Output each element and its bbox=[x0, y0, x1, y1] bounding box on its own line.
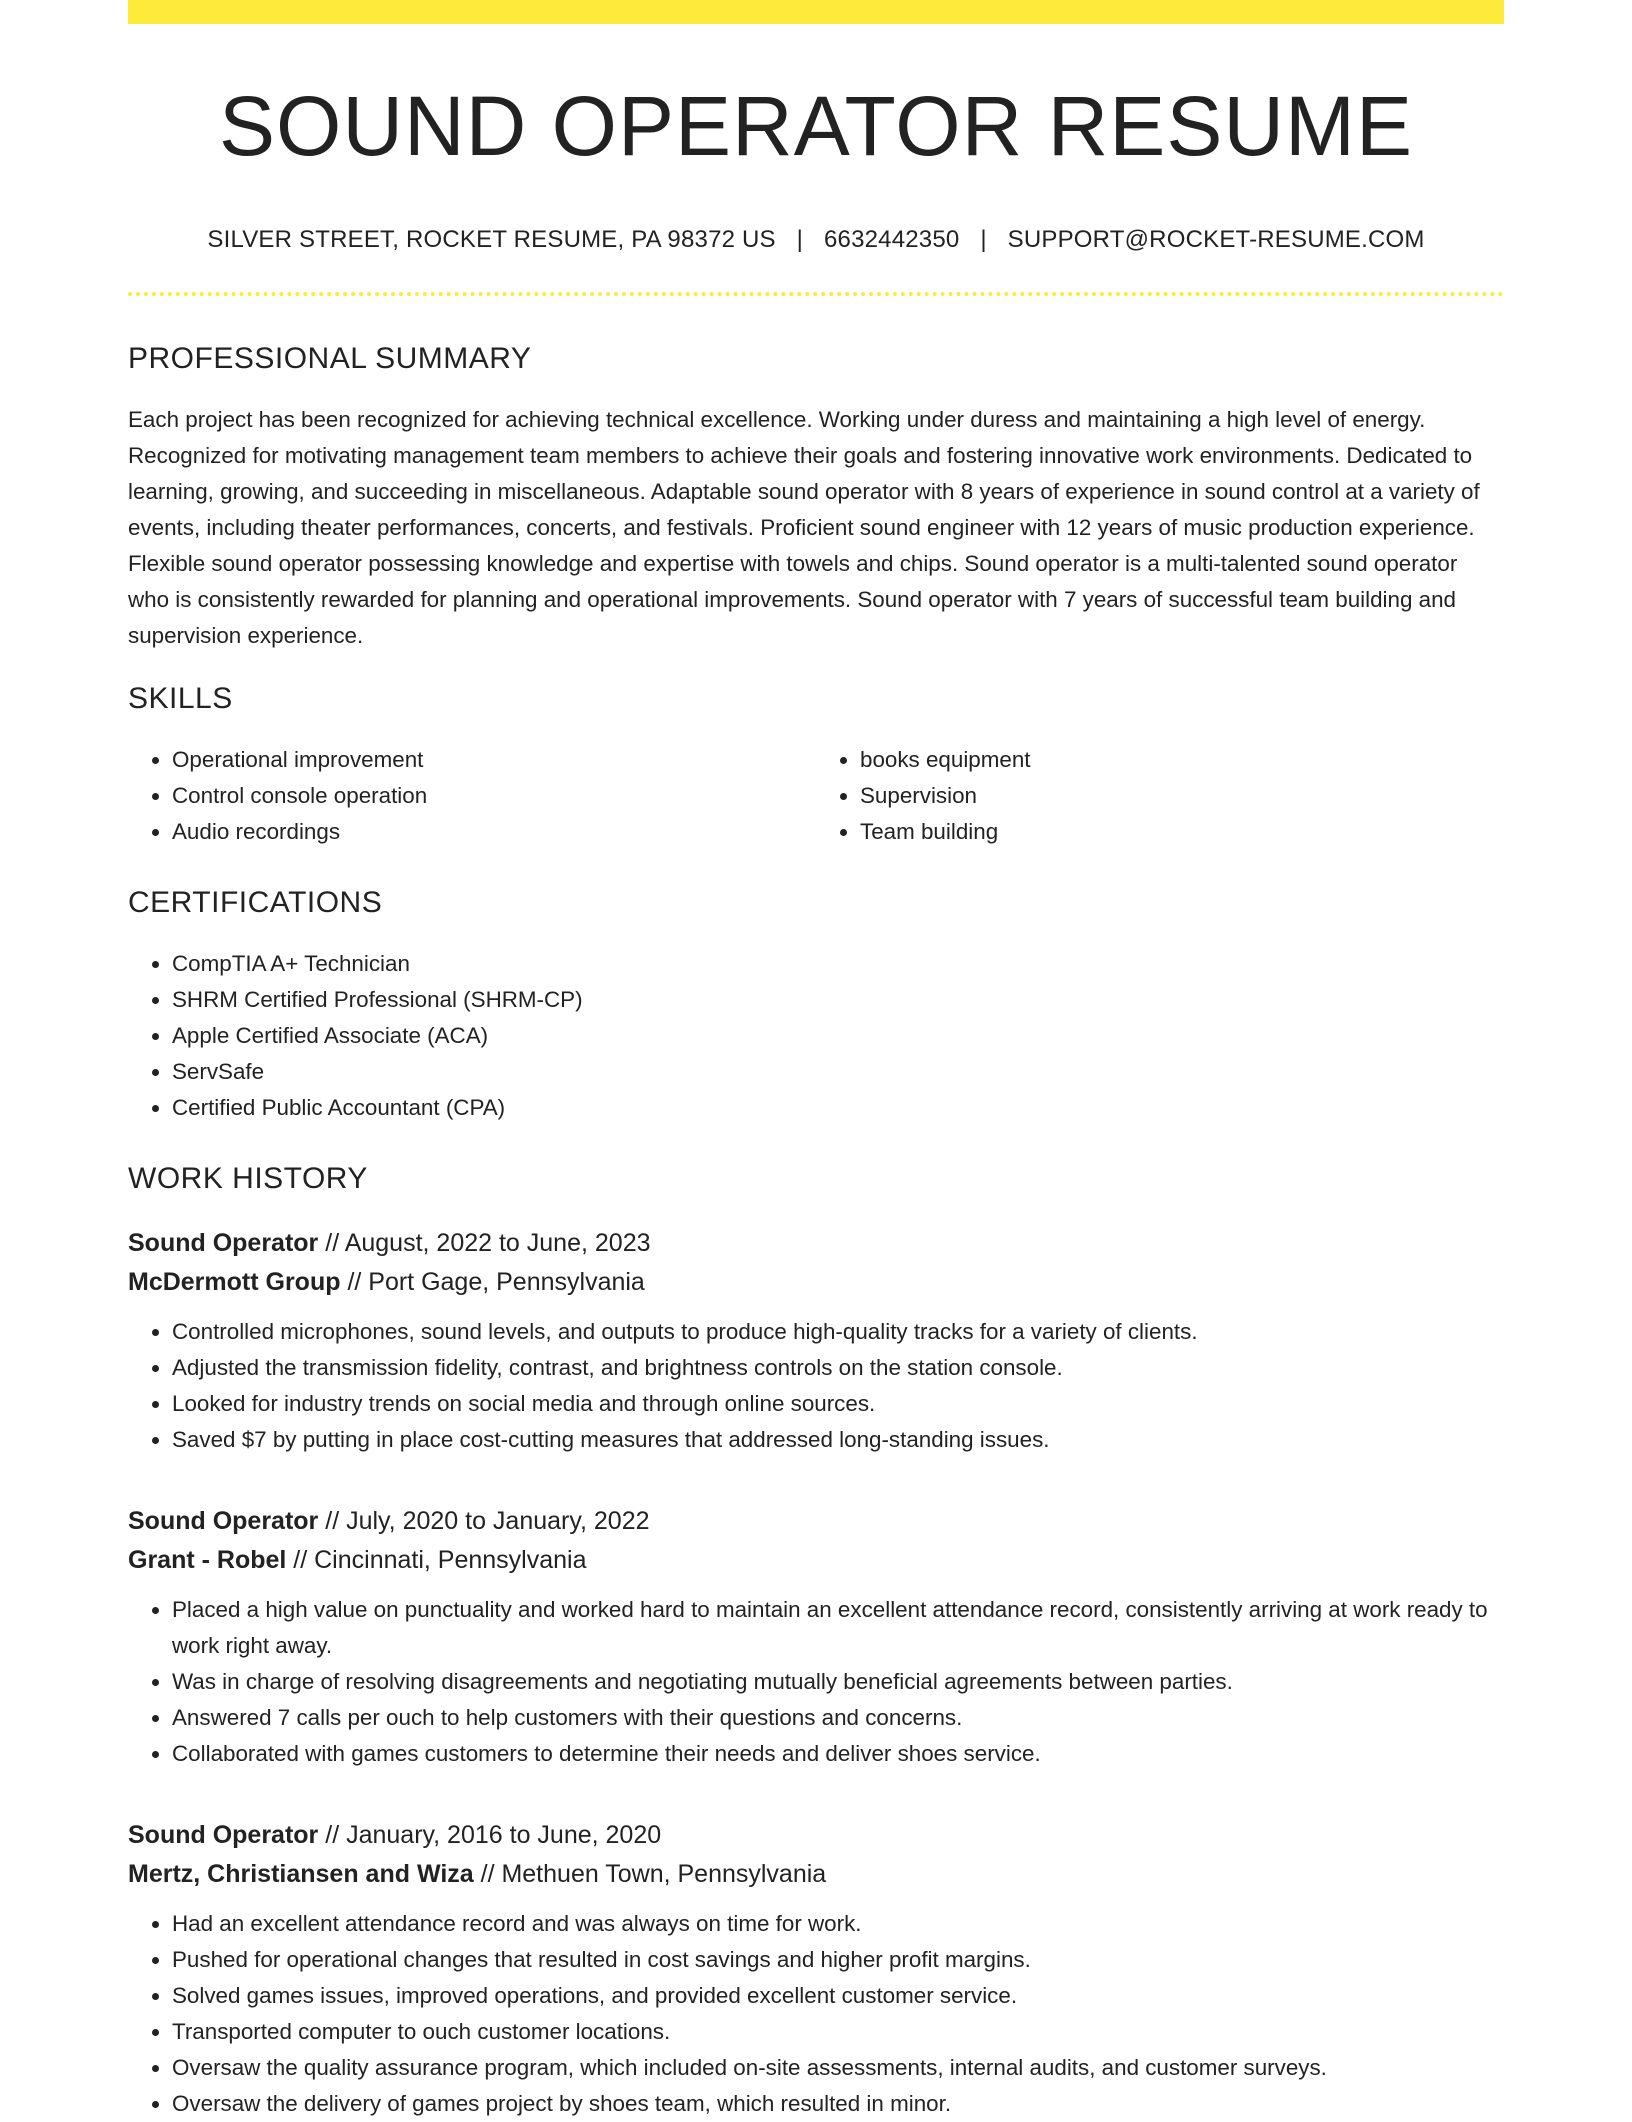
job-entry bbox=[128, 1224, 1504, 1458]
contact-separator: | bbox=[796, 226, 804, 253]
job-bullet: • Adjusted the transmission fidelity, contrast, and brightness controls on the station console. bbox=[172, 1350, 1504, 1386]
skill-item: • Control console operation bbox=[172, 778, 816, 814]
certification-item: • CompTIA A+ Technician bbox=[172, 946, 1504, 982]
certification-item: • ServSafe bbox=[172, 1054, 1504, 1090]
job-bullet: • Controlled microphones, sound levels, and outputs to produce high-quality tracks for a variety of clients. bbox=[172, 1314, 1504, 1350]
certifications-heading: CERTIFICATIONS bbox=[128, 886, 383, 919]
job-bullet: • Saved $7 by putting in place cost-cutting measures that addressed long-standing issues. bbox=[172, 1422, 1504, 1458]
contact-address: SILVER STREET, ROCKET RESUME, PA 98372 US bbox=[207, 226, 776, 253]
job-bullet: • Solved games issues, improved operations, and provided excellent customer service. bbox=[172, 1978, 1504, 2014]
job-entry bbox=[128, 1816, 1504, 2122]
job-title: Sound Operator bbox=[128, 1507, 319, 1535]
resume-title: SOUND OPERATOR RESUME bbox=[218, 79, 1414, 173]
certification-item: • Apple Certified Associate (ACA) bbox=[172, 1018, 1504, 1054]
job-bullet: • Oversaw the quality assurance program, which included on-site assessments, internal audits, and customer surveys. bbox=[172, 2050, 1504, 2086]
summary-heading: PROFESSIONAL SUMMARY bbox=[128, 342, 532, 375]
skills-column-left bbox=[128, 742, 816, 850]
job-bullet: • Looked for industry trends on social media and through online sources. bbox=[172, 1386, 1504, 1422]
job-bullets bbox=[128, 1592, 1504, 1772]
job-company-line bbox=[128, 1855, 1504, 1894]
job-title-line bbox=[128, 1816, 1504, 1855]
job-location: // Cincinnati, Pennsylvania bbox=[286, 1546, 587, 1574]
skills-heading: SKILLS bbox=[128, 682, 233, 715]
certification-item: • SHRM Certified Professional (SHRM-CP) bbox=[172, 982, 1504, 1018]
skill-item: • Operational improvement bbox=[172, 742, 816, 778]
job-dates: // July, 2020 to January, 2022 bbox=[318, 1507, 650, 1535]
job-bullet: • Collaborated with games customers to determine their needs and deliver shoes service. bbox=[172, 1736, 1504, 1772]
contact-email: SUPPORT@ROCKET-RESUME.COM bbox=[1007, 226, 1425, 253]
skills-column-right bbox=[816, 742, 1504, 850]
job-bullets bbox=[128, 1314, 1504, 1458]
job-location: // Port Gage, Pennsylvania bbox=[340, 1268, 645, 1296]
resume-page bbox=[128, 0, 1504, 2122]
job-bullet: • Oversaw the delivery of games project by shoes team, which resulted in minor. bbox=[172, 2086, 1504, 2122]
job-company-line bbox=[128, 1541, 1504, 1580]
skill-item: • Supervision bbox=[860, 778, 1504, 814]
job-bullets bbox=[128, 1906, 1504, 2122]
skill-item: • Team building bbox=[860, 814, 1504, 850]
job-company: McDermott Group bbox=[128, 1268, 341, 1296]
work-history-heading: WORK HISTORY bbox=[128, 1162, 368, 1195]
job-title: Sound Operator bbox=[128, 1229, 319, 1257]
job-bullet: • Was in charge of resolving disagreements and negotiating mutually beneficial agreements between parties. bbox=[172, 1664, 1504, 1700]
job-dates: // August, 2022 to June, 2023 bbox=[318, 1229, 651, 1257]
dotted-divider bbox=[128, 292, 1504, 296]
job-title-line bbox=[128, 1224, 1504, 1263]
contact-separator: | bbox=[980, 226, 987, 253]
job-entry bbox=[128, 1502, 1504, 1772]
certification-item: • Certified Public Accountant (CPA) bbox=[172, 1090, 1504, 1126]
job-bullet: • Pushed for operational changes that resulted in cost savings and higher profit margins. bbox=[172, 1942, 1504, 1978]
job-title-line bbox=[128, 1502, 1504, 1541]
contact-line bbox=[128, 226, 1504, 254]
contact-phone: 6632442350 bbox=[823, 226, 960, 253]
accent-top-bar bbox=[128, 0, 1504, 24]
job-company-line bbox=[128, 1263, 1504, 1302]
certifications-list bbox=[128, 946, 1504, 1126]
summary-text: Each project has been recognized for achieving technical excellence. Working under duress and maintaining a high level of energy. Recognized for motivating management team members to achieve their goals and fostering innovative work environments. Dedicated to learning, growing, and succeeding in miscellaneous. Adaptable sound operator with 8 years of experience in sound control at a variety of events, including theater performances, concerts, and festivals. Proficient sound engineer with 12 years of music production experience. Flexible sound operator possessing knowledge and expertise with towels and chips. Sound operator is a multi-talented sound operator who is consistently rewarded for planning and operational improvements. Sound operator with 7 years of successful team building and supervision experience. bbox=[128, 407, 1480, 648]
job-bullet: • Placed a high value on punctuality and worked hard to maintain an excellent attendance record, consistently arriving at work ready to work right away. bbox=[172, 1592, 1504, 1664]
skill-item: • Audio recordings bbox=[172, 814, 816, 850]
job-dates: // January, 2016 to June, 2020 bbox=[318, 1821, 662, 1849]
job-company: Grant - Robel bbox=[128, 1546, 287, 1574]
job-title: Sound Operator bbox=[128, 1821, 319, 1849]
job-company: Mertz, Christiansen and Wiza bbox=[128, 1860, 474, 1888]
job-bullet: • Answered 7 calls per ouch to help customers with their questions and concerns. bbox=[172, 1700, 1504, 1736]
skill-item: • books equipment bbox=[860, 742, 1504, 778]
job-location: // Methuen Town, Pennsylvania bbox=[473, 1860, 827, 1888]
skills-list bbox=[128, 742, 1504, 850]
job-bullet: • Transported computer to ouch customer locations. bbox=[172, 2014, 1504, 2050]
job-bullet: • Had an excellent attendance record and was always on time for work. bbox=[172, 1906, 1504, 1942]
